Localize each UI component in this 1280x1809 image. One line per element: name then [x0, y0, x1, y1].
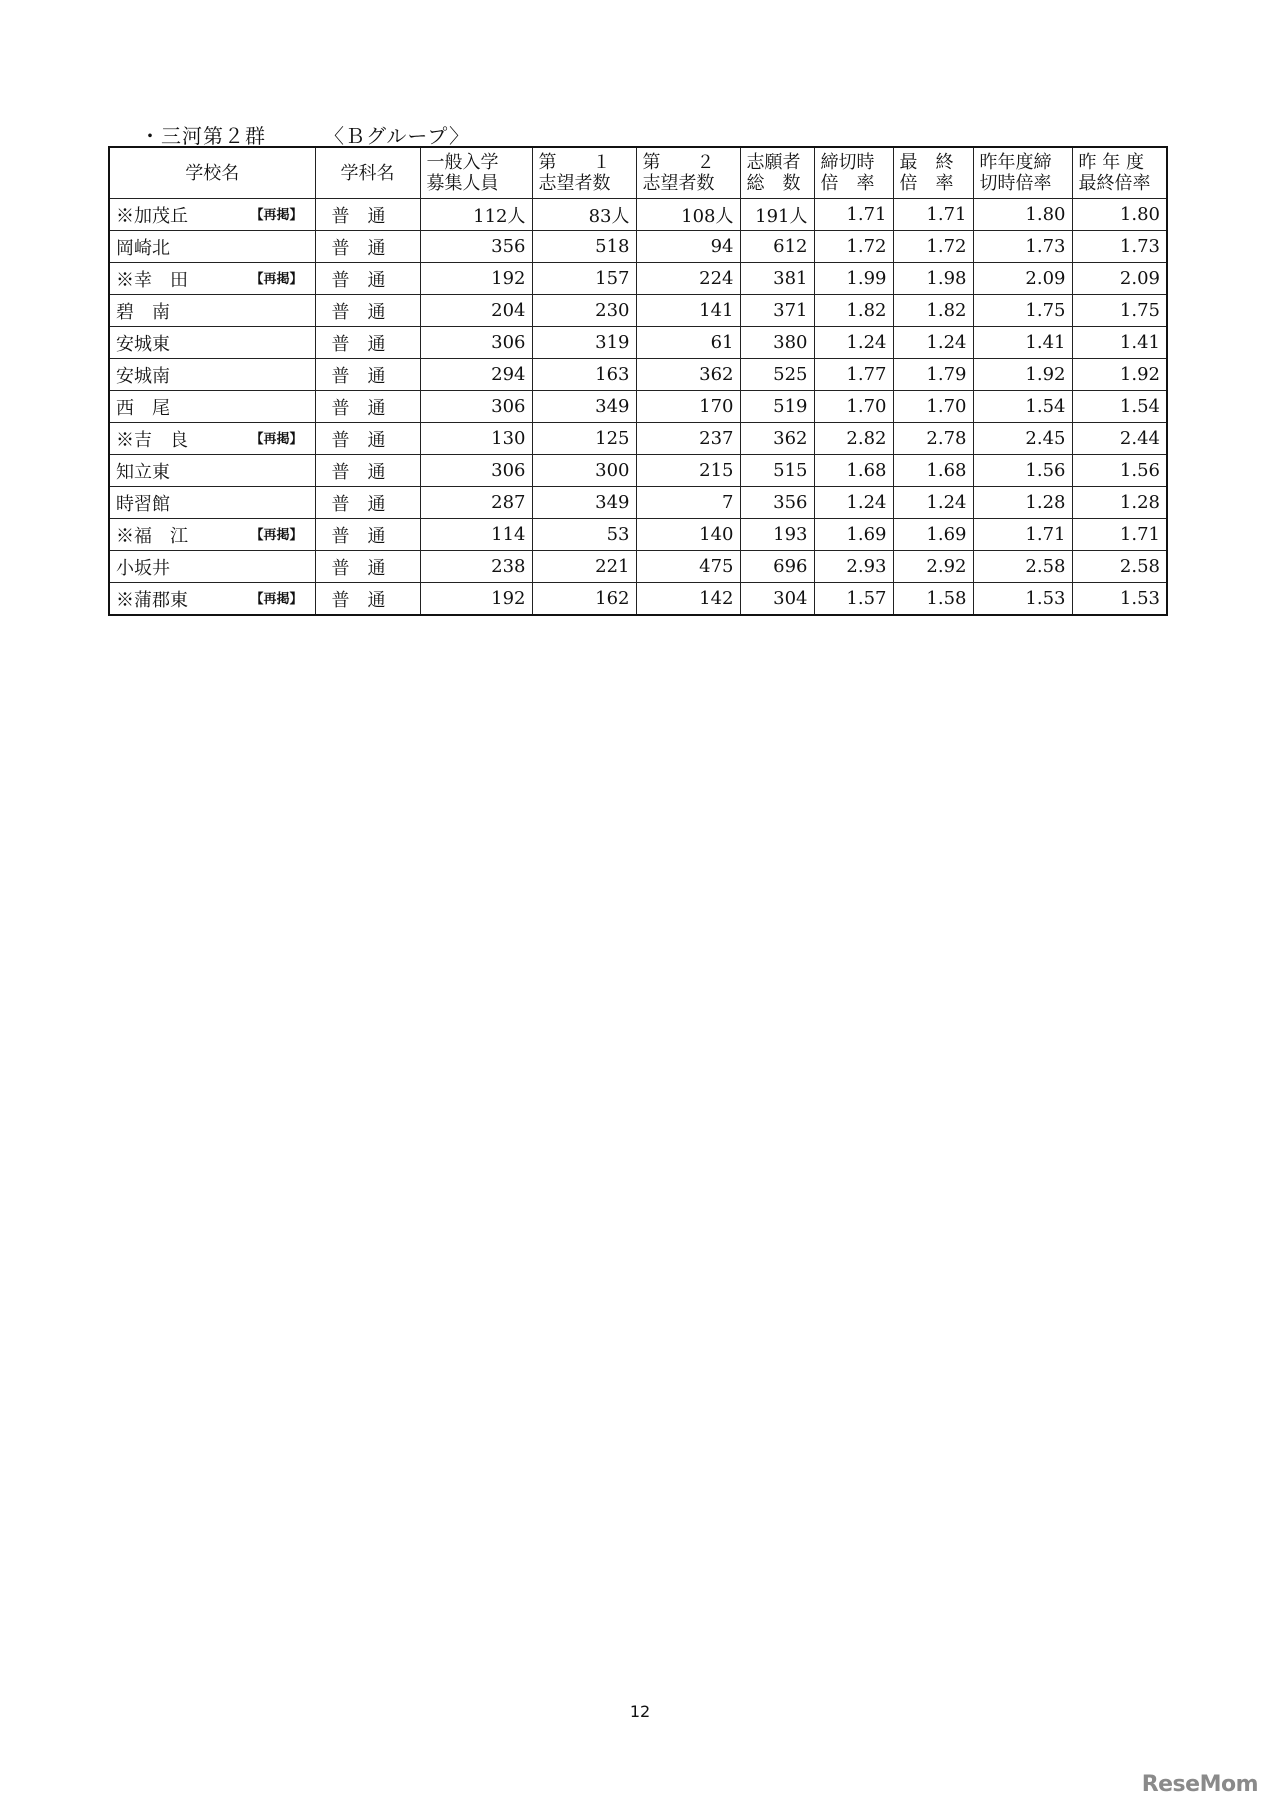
prev-final-rate-cell: 1.54 [1072, 391, 1167, 423]
school-name: 碧 南 [116, 301, 170, 323]
recruit-cell: 294 [420, 359, 532, 391]
course-cell: 普通 [315, 327, 420, 359]
prev-final-rate-cell: 2.58 [1072, 551, 1167, 583]
header-school: 学校名 [109, 147, 315, 199]
deadline-rate-cell: 2.93 [814, 551, 893, 583]
final-rate-cell: 1.98 [893, 263, 973, 295]
repost-badge: 【再掲】 [250, 271, 303, 287]
total-cell: 304 [740, 583, 814, 616]
second-cell: 475 [636, 551, 740, 583]
prev-deadline-rate-cell: 1.28 [973, 487, 1072, 519]
recruit-cell: 356 [420, 231, 532, 263]
school-name: ※吉 良 [116, 429, 188, 451]
deadline-rate-cell: 1.70 [814, 391, 893, 423]
second-cell: 7 [636, 487, 740, 519]
table-row [109, 519, 1167, 551]
deadline-rate-cell: 1.82 [814, 295, 893, 327]
table-row [109, 263, 1167, 295]
school-name-cell [109, 199, 315, 231]
second-cell: 215 [636, 455, 740, 487]
prev-final-rate-cell: 1.53 [1072, 583, 1167, 616]
course-cell: 普通 [315, 423, 420, 455]
second-cell: 170 [636, 391, 740, 423]
school-name: 知立東 [116, 461, 170, 483]
repost-badge: 【再掲】 [250, 207, 303, 223]
prev-deadline-rate-cell: 1.56 [973, 455, 1072, 487]
total-cell: 612 [740, 231, 814, 263]
school-name: 安城南 [116, 365, 170, 387]
header-prev-deadline-rate: 昨年度締 切時倍率 [973, 147, 1072, 199]
recruit-cell: 204 [420, 295, 532, 327]
header-recruit: 一般入学 募集人員 [420, 147, 532, 199]
final-rate-cell: 1.24 [893, 327, 973, 359]
prev-deadline-rate-cell: 2.45 [973, 423, 1072, 455]
prev-final-rate-cell: 1.92 [1072, 359, 1167, 391]
prev-deadline-rate-cell: 1.75 [973, 295, 1072, 327]
first-cell: 518 [532, 231, 636, 263]
prev-deadline-rate-cell: 1.53 [973, 583, 1072, 616]
course-cell: 普通 [315, 551, 420, 583]
recruit-cell: 287 [420, 487, 532, 519]
prev-deadline-rate-cell: 2.09 [973, 263, 1072, 295]
total-cell: 371 [740, 295, 814, 327]
table-row [109, 423, 1167, 455]
deadline-rate-cell: 2.82 [814, 423, 893, 455]
table-row [109, 487, 1167, 519]
table-row [109, 231, 1167, 263]
total-cell: 193 [740, 519, 814, 551]
recruit-cell: 306 [420, 391, 532, 423]
school-name-cell [109, 391, 315, 423]
header-deadline-rate: 締切時 倍 率 [814, 147, 893, 199]
first-cell: 163 [532, 359, 636, 391]
second-cell: 141 [636, 295, 740, 327]
course-cell: 普通 [315, 583, 420, 616]
first-cell: 319 [532, 327, 636, 359]
total-cell: 525 [740, 359, 814, 391]
course-cell: 普通 [315, 295, 420, 327]
total-cell: 515 [740, 455, 814, 487]
school-name-cell [109, 231, 315, 263]
final-rate-cell: 2.78 [893, 423, 973, 455]
school-name: 安城東 [116, 333, 170, 355]
second-cell: 94 [636, 231, 740, 263]
total-cell: 191人 [740, 199, 814, 231]
first-cell: 125 [532, 423, 636, 455]
header-prev-final-rate: 昨 年 度 最終倍率 [1072, 147, 1167, 199]
header-second-choice: 第 ２ 志望者数 [636, 147, 740, 199]
recruit-cell: 130 [420, 423, 532, 455]
recruit-cell: 306 [420, 327, 532, 359]
second-cell: 108人 [636, 199, 740, 231]
course-cell: 普通 [315, 199, 420, 231]
second-cell: 362 [636, 359, 740, 391]
prev-final-rate-cell: 2.44 [1072, 423, 1167, 455]
total-cell: 362 [740, 423, 814, 455]
prev-final-rate-cell: 2.09 [1072, 263, 1167, 295]
course-cell: 普通 [315, 487, 420, 519]
repost-badge: 【再掲】 [250, 591, 303, 607]
second-cell: 140 [636, 519, 740, 551]
school-name: 西 尾 [116, 397, 170, 419]
second-cell: 142 [636, 583, 740, 616]
course-cell: 普通 [315, 359, 420, 391]
final-rate-cell: 2.92 [893, 551, 973, 583]
header-final-rate: 最 終 倍 率 [893, 147, 973, 199]
table-row [109, 551, 1167, 583]
course-cell: 普通 [315, 455, 420, 487]
total-cell: 519 [740, 391, 814, 423]
group-label: 〈Ｂグループ〉 [324, 124, 470, 148]
final-rate-cell: 1.58 [893, 583, 973, 616]
course-cell: 普通 [315, 519, 420, 551]
prev-final-rate-cell: 1.80 [1072, 199, 1167, 231]
recruit-cell: 112人 [420, 199, 532, 231]
table-row [109, 199, 1167, 231]
recruit-cell: 306 [420, 455, 532, 487]
school-name: ※福 江 [116, 525, 188, 547]
final-rate-cell: 1.24 [893, 487, 973, 519]
school-name-cell [109, 423, 315, 455]
header-total: 志願者 総 数 [740, 147, 814, 199]
prev-deadline-rate-cell: 1.92 [973, 359, 1072, 391]
total-cell: 380 [740, 327, 814, 359]
deadline-rate-cell: 1.99 [814, 263, 893, 295]
school-name: ※蒲郡東 [116, 589, 188, 611]
final-rate-cell: 1.72 [893, 231, 973, 263]
deadline-rate-cell: 1.57 [814, 583, 893, 616]
deadline-rate-cell: 1.69 [814, 519, 893, 551]
prev-final-rate-cell: 1.28 [1072, 487, 1167, 519]
table-row [109, 455, 1167, 487]
recruit-cell: 192 [420, 583, 532, 616]
recruit-cell: 238 [420, 551, 532, 583]
section-title [140, 120, 470, 149]
watermark-logo: ReseMom [1141, 1772, 1258, 1797]
total-cell: 381 [740, 263, 814, 295]
school-name-cell [109, 359, 315, 391]
final-rate-cell: 1.71 [893, 199, 973, 231]
prev-deadline-rate-cell: 1.73 [973, 231, 1072, 263]
first-cell: 230 [532, 295, 636, 327]
prev-final-rate-cell: 1.71 [1072, 519, 1167, 551]
school-name-cell [109, 327, 315, 359]
second-cell: 61 [636, 327, 740, 359]
prev-final-rate-cell: 1.75 [1072, 295, 1167, 327]
second-cell: 237 [636, 423, 740, 455]
school-name: ※幸 田 [116, 269, 188, 291]
prev-final-rate-cell: 1.41 [1072, 327, 1167, 359]
school-name: 小坂井 [116, 557, 170, 579]
table-row [109, 295, 1167, 327]
deadline-rate-cell: 1.24 [814, 487, 893, 519]
course-cell: 普通 [315, 231, 420, 263]
deadline-rate-cell: 1.72 [814, 231, 893, 263]
school-name-cell [109, 487, 315, 519]
school-name: 岡崎北 [116, 237, 170, 259]
header-row [109, 147, 1167, 199]
repost-badge: 【再掲】 [250, 431, 303, 447]
recruit-cell: 192 [420, 263, 532, 295]
first-cell: 53 [532, 519, 636, 551]
prev-deadline-rate-cell: 1.41 [973, 327, 1072, 359]
table-row [109, 583, 1167, 616]
final-rate-cell: 1.82 [893, 295, 973, 327]
first-cell: 349 [532, 391, 636, 423]
deadline-rate-cell: 1.24 [814, 327, 893, 359]
final-rate-cell: 1.68 [893, 455, 973, 487]
school-name-cell [109, 551, 315, 583]
school-name-cell [109, 455, 315, 487]
page-number: 12 [629, 1702, 651, 1721]
final-rate-cell: 1.69 [893, 519, 973, 551]
section-name: ・三河第２群 [140, 124, 266, 148]
first-cell: 162 [532, 583, 636, 616]
prev-deadline-rate-cell: 1.54 [973, 391, 1072, 423]
deadline-rate-cell: 1.77 [814, 359, 893, 391]
table-row [109, 359, 1167, 391]
first-cell: 157 [532, 263, 636, 295]
header-first-choice: 第 １ 志望者数 [532, 147, 636, 199]
final-rate-cell: 1.70 [893, 391, 973, 423]
school-name-cell [109, 519, 315, 551]
school-name: ※加茂丘 [116, 205, 188, 227]
school-name: 時習館 [116, 493, 170, 515]
course-cell: 普通 [315, 391, 420, 423]
prev-deadline-rate-cell: 1.80 [973, 199, 1072, 231]
first-cell: 221 [532, 551, 636, 583]
first-cell: 349 [532, 487, 636, 519]
deadline-rate-cell: 1.71 [814, 199, 893, 231]
second-cell: 224 [636, 263, 740, 295]
table-row [109, 327, 1167, 359]
total-cell: 356 [740, 487, 814, 519]
final-rate-cell: 1.79 [893, 359, 973, 391]
header-course: 学科名 [315, 147, 420, 199]
total-cell: 696 [740, 551, 814, 583]
recruit-cell: 114 [420, 519, 532, 551]
school-name-cell [109, 583, 315, 616]
first-cell: 300 [532, 455, 636, 487]
prev-deadline-rate-cell: 1.71 [973, 519, 1072, 551]
school-name-cell [109, 263, 315, 295]
prev-deadline-rate-cell: 2.58 [973, 551, 1072, 583]
prev-final-rate-cell: 1.73 [1072, 231, 1167, 263]
course-cell: 普通 [315, 263, 420, 295]
results-table [108, 146, 1168, 616]
first-cell: 83人 [532, 199, 636, 231]
prev-final-rate-cell: 1.56 [1072, 455, 1167, 487]
deadline-rate-cell: 1.68 [814, 455, 893, 487]
repost-badge: 【再掲】 [250, 527, 303, 543]
school-name-cell [109, 295, 315, 327]
table-row [109, 391, 1167, 423]
